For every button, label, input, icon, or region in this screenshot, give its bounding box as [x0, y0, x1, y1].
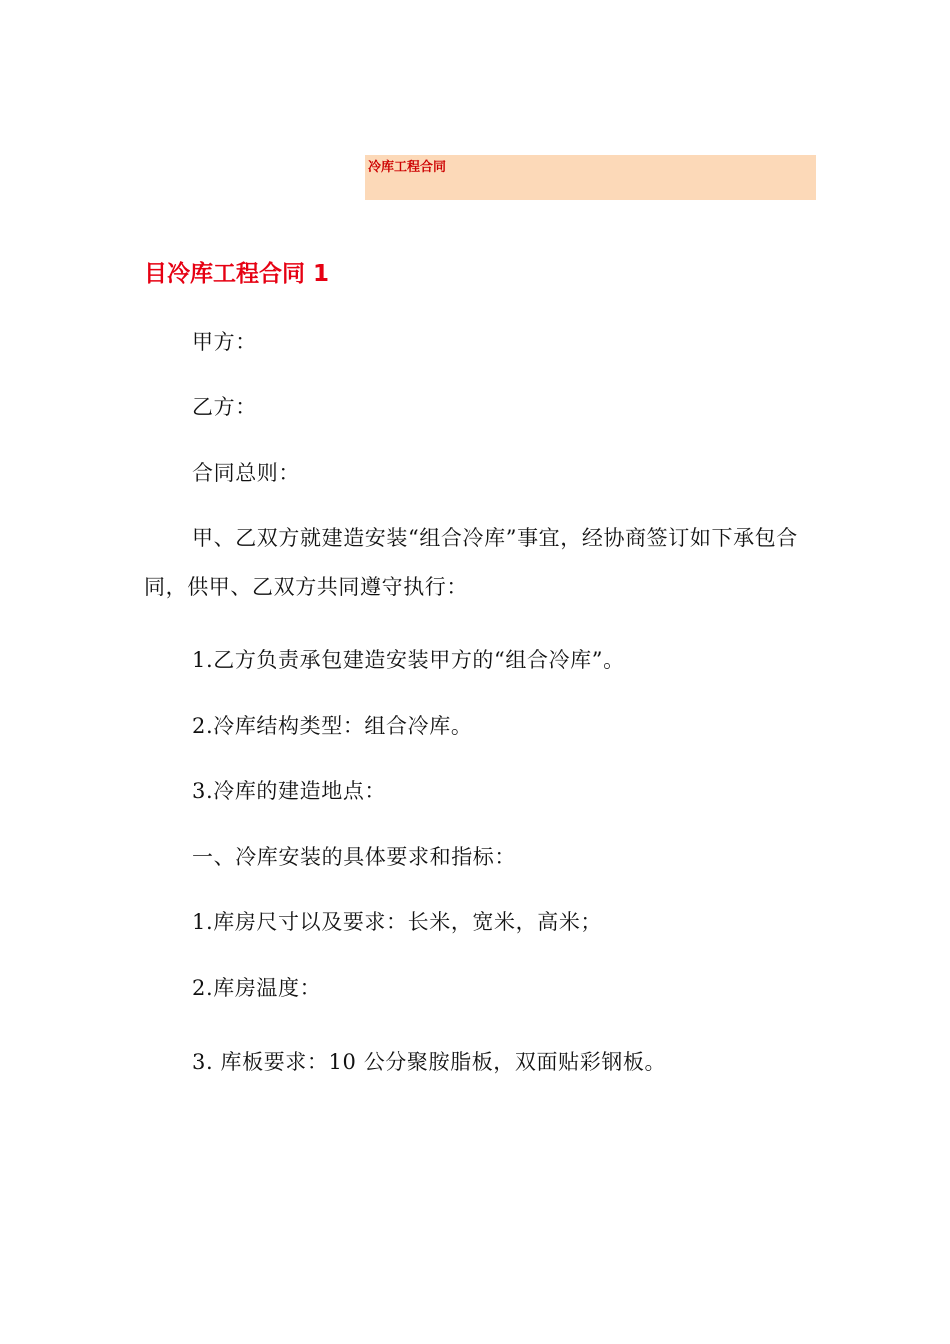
header-banner-text: 冷库工程合同 — [368, 160, 447, 175]
document-title: 目冷库工程合同 1 — [144, 261, 330, 287]
paragraph-requirement-3: 3. 库板要求：10 公分聚胺脂板，双面贴彩钢板。 — [192, 1050, 667, 1074]
paragraph-general-heading: 合同总则： — [192, 461, 300, 485]
paragraph-section-1-heading: 一、冷库安装的具体要求和指标： — [192, 845, 516, 869]
paragraph-party-b: 乙方： — [192, 395, 257, 419]
paragraph-requirement-2: 2.库房温度： — [192, 976, 322, 1000]
paragraph-party-a: 甲方： — [192, 330, 257, 354]
paragraph-general-terms: 甲、乙双方就建造安装“组合冷库”事宜，经协商签订如下承包合同，供甲、乙双方共同遵守执行： — [144, 526, 798, 599]
paragraph-requirement-1: 1.库房尺寸以及要求：长米，宽米，高米； — [192, 910, 603, 934]
paragraph-clause-1: 1.乙方负责承包建造安装甲方的“组合冷库”。 — [192, 648, 625, 672]
header-banner — [365, 155, 816, 200]
paragraph-clause-2: 2.冷库结构类型：组合冷库。 — [192, 714, 473, 738]
paragraph-clause-3: 3.冷库的建造地点： — [192, 779, 387, 803]
